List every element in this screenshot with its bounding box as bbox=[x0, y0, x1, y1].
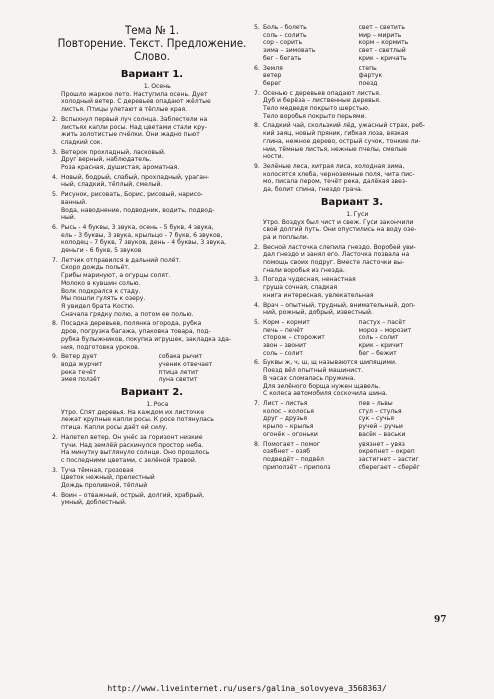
exercise-line: Цветок нежный, прелестный bbox=[61, 474, 155, 482]
exercise-line: Дуб и берёза – лиственные деревья. bbox=[263, 97, 381, 105]
pair-cell: свет – светить bbox=[358, 24, 406, 32]
exercise-v3-8 bbox=[254, 441, 450, 472]
pair-cell: колос – колосья bbox=[263, 407, 314, 415]
pair-cell: крик – кричит bbox=[358, 342, 404, 350]
exercise-line: 8. Посадка деревьев, полянка огорода, рубка bbox=[52, 320, 202, 328]
exercise-line: ный, сладкий, тёплый, смелый. bbox=[61, 181, 163, 189]
exercise-line: С колеса автомобиля соскочила шина. bbox=[263, 390, 388, 398]
left-column bbox=[52, 24, 252, 509]
exercise-line: жить золотистые пчёлки. Они жадно пьют bbox=[61, 131, 200, 139]
exercise-line: птица. Капли росы даёт ей силу. bbox=[61, 424, 168, 432]
pair-cell: крик – кричать bbox=[358, 54, 407, 62]
exercise-v2-4 bbox=[52, 492, 252, 507]
pair-cell: печь – печёт bbox=[263, 326, 304, 334]
exercise-line: свой долгий путь. Они опустились на воду озе- bbox=[263, 226, 417, 234]
exercise-line: Прошло жаркое лето. Наступила осень. Дует bbox=[61, 90, 208, 98]
exercise-line: Молоко в кувшин солью. bbox=[61, 279, 141, 287]
exercise-number: 5. bbox=[254, 24, 260, 31]
exercise-line: листья. Птицы улетают в тёплые края. bbox=[61, 106, 188, 114]
pair-cell: сук – сучья bbox=[358, 415, 394, 423]
pair-cell: мир – мирить bbox=[358, 31, 402, 39]
exercise-v3-2 bbox=[254, 244, 450, 275]
pair-cell: огонёк – огоньки bbox=[263, 430, 318, 438]
exercise-v3-5 bbox=[254, 319, 450, 358]
variant-1-heading: Вариант 1. bbox=[120, 69, 184, 80]
word-pairs bbox=[254, 319, 450, 358]
pair-cell: змея ползёт bbox=[61, 376, 101, 384]
exercise-5 bbox=[52, 191, 252, 222]
exercise-line: листьях капли росы. Над цветами стали кру- bbox=[61, 123, 207, 131]
pair-cell: бег – бежит bbox=[358, 349, 397, 357]
topic-subtitle-2: Слово. bbox=[134, 49, 170, 63]
exercise-line: Я увидел брата Костю. bbox=[61, 302, 135, 310]
exercise-line: 9. Зелёные леса, хитрая лиса, холодная зима, bbox=[254, 162, 405, 170]
exercise-line: Роза красная, душистая, ароматная. bbox=[61, 164, 180, 172]
pair-cell: звон – звонит bbox=[263, 342, 307, 350]
exercise-line: да, болит спина, гнездо грача. bbox=[263, 186, 363, 194]
exercise-v2-1 bbox=[52, 401, 252, 432]
pair-cell: берег bbox=[263, 79, 282, 87]
pair-cell: вода журчит bbox=[61, 360, 103, 368]
exercise-line: Вода, наводнение, подводник, водить, подвод- bbox=[61, 206, 215, 214]
exercise-line: 4. Врач – опытный, трудный, внимательный, доп- bbox=[254, 301, 416, 309]
pair-cell: сторож – сторожит bbox=[263, 334, 325, 342]
pair-cell: река течёт bbox=[61, 368, 97, 376]
exercise-line: холодный ветер. С деревьев опадают жёлтые bbox=[61, 98, 211, 106]
exercise-line: 3. Туча тёмная, грозовая bbox=[52, 466, 134, 474]
exercise-line: помощь своих подруг. Вместе ласточки вы- bbox=[263, 259, 405, 267]
word-pairs bbox=[254, 400, 450, 439]
exercise-7 bbox=[52, 257, 252, 319]
pair-cell: Земля bbox=[263, 64, 283, 72]
right-column bbox=[254, 24, 450, 473]
exercise-v3-1 bbox=[254, 211, 450, 242]
pair-cell: собака рычит bbox=[158, 353, 203, 361]
pair-cell: Ветер дует bbox=[61, 353, 98, 361]
exercise-v2-3 bbox=[52, 467, 252, 490]
pair-cell: ученик отвечает bbox=[158, 360, 213, 368]
exercise-line: 6. Буквы ж, ч, ш, щ называются шипящими. bbox=[254, 359, 397, 367]
pair-cell: Помогает – помог bbox=[263, 440, 321, 448]
exercise-8 bbox=[52, 320, 252, 351]
pair-cell: Боль - болеть bbox=[263, 24, 307, 32]
pair-cell: бег - бегать bbox=[263, 54, 302, 62]
exercise-8-right bbox=[254, 122, 450, 161]
exercise-3 bbox=[52, 149, 252, 172]
pair-cell: соль – солит bbox=[358, 334, 399, 342]
pair-cell: мороз – морозит bbox=[358, 326, 412, 334]
pair-cell: фартук bbox=[358, 72, 383, 80]
pair-cell: пастух – пасёт bbox=[358, 318, 406, 326]
exercise-line: Волк подкрался к стаду. bbox=[61, 287, 141, 295]
exercise-9-right bbox=[254, 163, 450, 194]
exercise-v2-1-title: 1. Роса bbox=[146, 401, 169, 409]
exercise-6-right bbox=[254, 65, 450, 88]
exercise-line: Утро. Спят деревья. На каждом их листочке bbox=[61, 408, 205, 416]
exercise-line: гнали воробья из гнезда. bbox=[263, 266, 345, 274]
pair-cell: пев – львы bbox=[358, 400, 393, 407]
exercise-line: 8. Сладкий чай, скользкий лёд, ужасный страх, реб- bbox=[254, 122, 425, 130]
exercise-line: ния, подготовка уроков. bbox=[61, 343, 140, 351]
exercise-v3-6 bbox=[254, 359, 450, 398]
exercise-line: ности. bbox=[263, 153, 284, 161]
exercise-line: Сначала грядку полю, а потом ее полью. bbox=[61, 310, 194, 318]
pair-cell: друг – друзья bbox=[263, 415, 307, 423]
exercise-line: лежат крупные капли росы. К росе потянулась bbox=[61, 416, 214, 424]
exercise-line: Тело медведя покрыто шерстью. bbox=[263, 105, 370, 113]
exercise-line: нии, тёмные листья, нежные пчелы, смелые bbox=[263, 145, 407, 153]
exercise-line: 6. Рысь - 4 буквы, 3 звука, осень - 5 букв, 4 звука, bbox=[52, 223, 214, 231]
exercise-number: 9. bbox=[52, 353, 58, 361]
exercise-line: мо, писала пером, течёт река, далёкая звез- bbox=[263, 178, 408, 186]
source-url[interactable]: http://www.liveinternet.ru/users/galina_solovyeva_3568363/ bbox=[107, 684, 387, 693]
exercise-line: Утро. Воздух был чист и свеж. Гуси закончили bbox=[263, 218, 414, 226]
pair-cell: васёк – васьки bbox=[358, 430, 406, 438]
exercise-line: книга интересная, увлекательная bbox=[263, 291, 374, 299]
exercise-line: ра и поплыли. bbox=[263, 233, 309, 241]
exercise-line: ванный. bbox=[61, 198, 88, 206]
exercise-line: тучи. Над землёй раскинулся простор неба. bbox=[61, 441, 204, 449]
exercise-line: В часах сломалась пружина. bbox=[263, 374, 356, 382]
pair-cell: соль – солит bbox=[263, 349, 303, 357]
pair-cell: стул – стулья bbox=[358, 407, 402, 415]
exercise-line: с последними цветами, с зелёной травой. bbox=[61, 456, 197, 464]
exercise-line: глина, нежное дерево, острый сучок, тонкие ли- bbox=[263, 137, 421, 145]
exercise-line: 7. Осенью с деревьев опадают листья. bbox=[254, 89, 381, 97]
exercise-line: Грибы маринуют, а огурцы солят. bbox=[61, 272, 171, 280]
pair-cell: сор - сорить bbox=[263, 39, 303, 47]
exercise-v3-7 bbox=[254, 400, 450, 439]
exercise-line: 2. Весной ласточка слепила гнездо. Воробей уви- bbox=[254, 243, 416, 251]
pair-cell: окрепнет – окреп bbox=[358, 448, 415, 456]
pair-cell: застигнет – застиг bbox=[358, 455, 419, 463]
pair-cell: степь bbox=[358, 64, 377, 72]
exercise-line: груша сочная, сладкая bbox=[263, 284, 338, 292]
exercise-line: деньги - 6 букв, 5 звуков bbox=[61, 247, 142, 255]
exercise-line: ель - 3 буквы, 3 звука, крыльцо - 7 букв, 6 звуков, bbox=[61, 231, 223, 239]
pair-cell: зима – зимовать bbox=[263, 47, 316, 55]
pair-cell: ветер bbox=[263, 72, 282, 80]
variant-2-heading: Вариант 2. bbox=[120, 387, 184, 399]
pair-cell: увязнет – увяз bbox=[358, 440, 405, 448]
exercise-line: ний, рожный, добрый, известный. bbox=[263, 309, 373, 317]
pair-cell: корм – кормить bbox=[358, 39, 409, 47]
page-number: 97 bbox=[434, 615, 447, 625]
exercise-line: 4. Новый, бодрый, слабый, прохладный, ураган- bbox=[52, 173, 210, 181]
pair-cell: птица летит bbox=[158, 368, 199, 376]
pair-cell: поезд bbox=[358, 79, 378, 87]
pair-cell: Лист – листья bbox=[263, 400, 308, 407]
word-pairs bbox=[254, 441, 450, 472]
exercise-line: рубка булыжников, покупка игрушек, закладка зда- bbox=[61, 335, 232, 343]
exercise-5-right bbox=[254, 24, 450, 63]
exercise-7-right bbox=[254, 90, 450, 121]
exercise-1-title: 1. Осень bbox=[143, 83, 171, 90]
exercise-1 bbox=[52, 83, 252, 114]
exercise-line: Тело воробья покрыто перьями. bbox=[263, 112, 367, 120]
pair-cell: приползёт – приполз bbox=[263, 463, 331, 471]
exercise-2 bbox=[52, 116, 252, 147]
exercise-line: Поезд вёл опытный машинист. bbox=[263, 367, 364, 375]
topic-subtitle: Повторение. Текст. Предложение. bbox=[57, 36, 247, 50]
exercise-line: Мы пошли гулять к озеру. bbox=[61, 295, 146, 303]
exercise-line: колодец - 7 букв, 7 звуков, день - 4 буквы, 3 звука, bbox=[61, 239, 227, 247]
pair-cell: крыло – крылья bbox=[263, 423, 314, 431]
exercise-v3-1-title: 1. Гуси bbox=[346, 210, 369, 218]
exercise-v3-4 bbox=[254, 302, 450, 317]
word-pairs bbox=[254, 65, 450, 88]
exercise-line: сладкий сок. bbox=[61, 138, 103, 146]
exercise-number: 8. bbox=[254, 440, 260, 448]
pair-cell: ручей – ручьи bbox=[358, 423, 403, 431]
exercise-number: 6. bbox=[254, 64, 260, 72]
word-pairs bbox=[52, 353, 252, 384]
topic-title: Тема № 1. bbox=[124, 23, 180, 37]
exercise-v3-3 bbox=[254, 276, 450, 299]
exercise-line: 2. Налетел ветер. Он унёс за горизонт низкие bbox=[52, 433, 203, 441]
exercise-9 bbox=[52, 353, 252, 384]
exercise-line: Скоро дождь польёт. bbox=[61, 264, 130, 272]
exercise-line: 5. Рисунок, рисовать, Борис, рисовый, нарисо- bbox=[52, 191, 204, 199]
pair-cell: свет - светлый bbox=[358, 47, 406, 55]
exercise-line: 3. Погода чудесная, ненастная bbox=[254, 276, 356, 284]
exercise-number: 7. bbox=[254, 399, 260, 407]
exercise-line: Дождь проливной, тёплый bbox=[61, 482, 148, 490]
exercise-line: дров, погрузка багажа, упаковка товара, под- bbox=[61, 328, 211, 336]
exercise-line: 2. Вспыхнул первый луч солнца. Заблестели на bbox=[52, 115, 208, 123]
exercise-line: 7. Летчик отправился в дальний полёт. bbox=[52, 256, 181, 264]
exercise-line: Для зелёного борща нужен щавель. bbox=[263, 382, 381, 390]
exercise-line: 3. Ветерок прохладный, ласковый. bbox=[52, 148, 166, 156]
variant-3-heading: Вариант 3. bbox=[320, 196, 384, 208]
exercise-line: дал гнездо и занял его. Ласточка позвала на bbox=[263, 251, 410, 259]
exercise-6 bbox=[52, 224, 252, 255]
exercise-line: кий заяц, новый пряник, гибкая лоза, вязкая bbox=[263, 130, 409, 138]
exercise-line: Друг верный, наблюдатель. bbox=[61, 156, 152, 164]
pair-cell: соль – солить bbox=[263, 31, 307, 39]
exercise-line: колосятся хлеба, черноземные поля, чита пис- bbox=[263, 170, 415, 178]
pair-cell: сберегает – сберёг bbox=[358, 463, 420, 471]
exercise-line: 4. Воин – отважный, острый, долгий, храбрый, bbox=[52, 491, 205, 499]
exercise-line: умный, доблестный. bbox=[61, 499, 127, 507]
exercise-line: ный. bbox=[61, 214, 76, 222]
topic-heading bbox=[52, 24, 252, 63]
pair-cell: подведёт – подвёл bbox=[263, 455, 324, 463]
word-pairs bbox=[254, 24, 450, 63]
pair-cell: озябнет – озяб bbox=[263, 448, 310, 456]
exercise-line: На минутку выглянуло солнце. Оно прошлось bbox=[61, 449, 210, 457]
exercise-4 bbox=[52, 174, 252, 189]
pair-cell: луна светит bbox=[158, 376, 198, 384]
exercise-v2-2 bbox=[52, 434, 252, 465]
pair-cell: Корм – кормит bbox=[263, 318, 310, 326]
exercise-number: 5. bbox=[254, 318, 260, 326]
